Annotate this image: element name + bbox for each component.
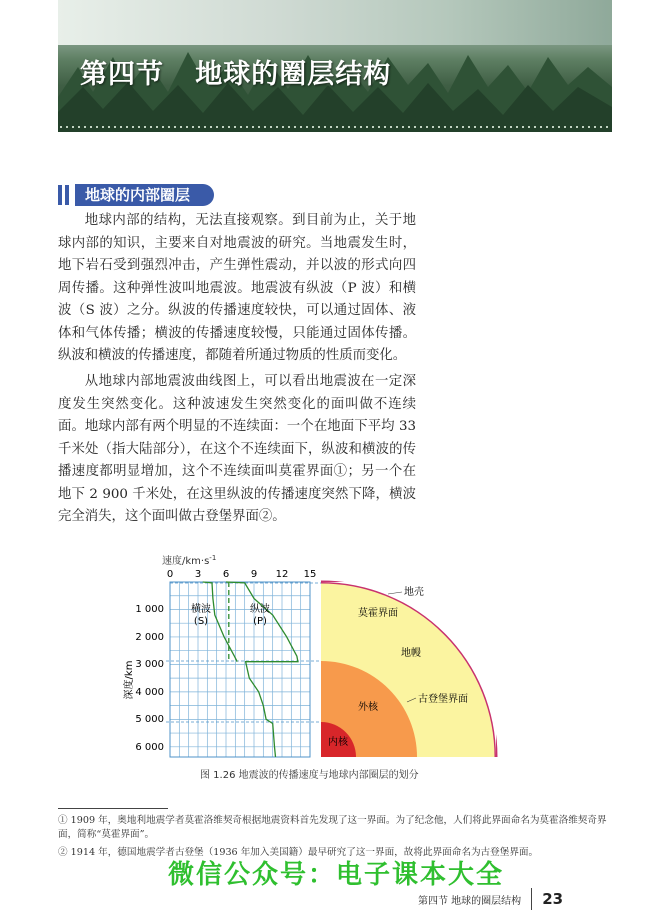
y-tick-labels [135, 604, 164, 753]
earth-cross-section [321, 582, 496, 757]
page-number: 23 [542, 890, 564, 908]
x-tick-label: 15 [303, 569, 317, 580]
running-footer [418, 888, 563, 910]
x-tick-label: 3 [194, 569, 202, 580]
crust-label: 地壳 [404, 587, 424, 598]
y-tick-label: 3 000 [135, 659, 164, 670]
footnote: ① 1909 年，奥地利地震学者莫霍洛维契奇根据地震资料首先发现了这一界面。为了纪念他，人们将此界面命名为莫霍洛维契奇界面，简称“莫霍界面”。 [58, 815, 607, 840]
chapter-title: 第四节 地球的圈层结构 [80, 59, 392, 90]
gutenberg-label: 古登堡界面 [418, 694, 468, 705]
y-tick-label: 4 000 [135, 687, 164, 698]
s-wave-label: 横波 [191, 604, 211, 615]
x-tick-label: 12 [275, 569, 289, 580]
figure-svg [126, 550, 526, 765]
y-axis-label: 深度/km [124, 660, 135, 700]
watermark-text: 微信公众号：电子课本大全 [168, 860, 505, 890]
y-tick-label: 5 000 [135, 714, 164, 725]
x-tick-label: 0 [166, 569, 174, 580]
section-heading-label: 地球的内部圈层 [75, 184, 214, 206]
y-tick-label: 6 000 [135, 742, 164, 753]
y-tick-label: 1 000 [135, 604, 164, 615]
figure-seismic-waves [126, 550, 526, 790]
body-paragraph: 从地球内部地震波曲线图上，可以看出地震波在一定深度发生突然变化。这种波速发生突然变化的面叫做不连续面。地球内部有两个明显的不连续面：一个在地面下平均 33 千米处（指大陆部分），在这个不连续面下，纵波和横波的传播速度都明显增加，这个不连续面叫莫霍界面①；另一个在地下 2 900 千米处，在这里纵波的传播速度突然下降，横波完全消失，这个面叫做古登堡界面②。 [58, 374, 416, 524]
x-tick-label: 9 [250, 569, 258, 580]
footer-section: 第四节 地球的圈层结构 [418, 895, 522, 907]
banner-dotted-rule [58, 126, 612, 128]
x-tick-label: 6 [222, 569, 230, 580]
p-wave-sub-label: (P) [253, 616, 267, 627]
x-tick-labels [167, 569, 317, 580]
inner-core-label: 内核 [328, 737, 348, 748]
s-wave-sub-label: (S) [193, 616, 209, 627]
chapter-banner [58, 0, 612, 132]
moho-label: 莫霍界面 [358, 608, 398, 619]
y-tick-label: 2 000 [135, 632, 164, 643]
footnote: ② 1914 年，德国地震学者古登堡（1936 年加入美国籍）最早研究了这一界面，故将此界面命名为古登堡界面。 [58, 847, 539, 858]
outer-core-label: 外核 [358, 702, 378, 713]
section-heading [58, 184, 214, 206]
footnote-rule [58, 808, 168, 809]
mantle-label: 地幔 [401, 648, 421, 659]
body-paragraph: 地球内部的结构，无法直接观察。到目前为止，关于地球内部的知识，主要来自对地震波的研究。当地震发生时，地下岩石受到强烈冲击，产生弹性震动，并以波的形式向四周传播。这种弹性波叫地震波。地震波有纵波（P 波）和横波（S 波）之分。纵波的传播速度较快，可以通过固体、液体和气体传播；横波的传播速度较慢，只能通过固体传播。纵波和横波的传播速度，都随着所通过物质的性质而变化。 [58, 213, 416, 363]
figure-caption: 图 1.26 地震波的传播速度与地球内部圈层的划分 [200, 770, 419, 781]
x-axis-label: 速度$/km\cdot s^{-1}$ [162, 554, 217, 567]
p-wave-label: 纵波 [250, 604, 270, 615]
section-heading-bars [58, 185, 69, 205]
footer-divider [531, 888, 532, 910]
